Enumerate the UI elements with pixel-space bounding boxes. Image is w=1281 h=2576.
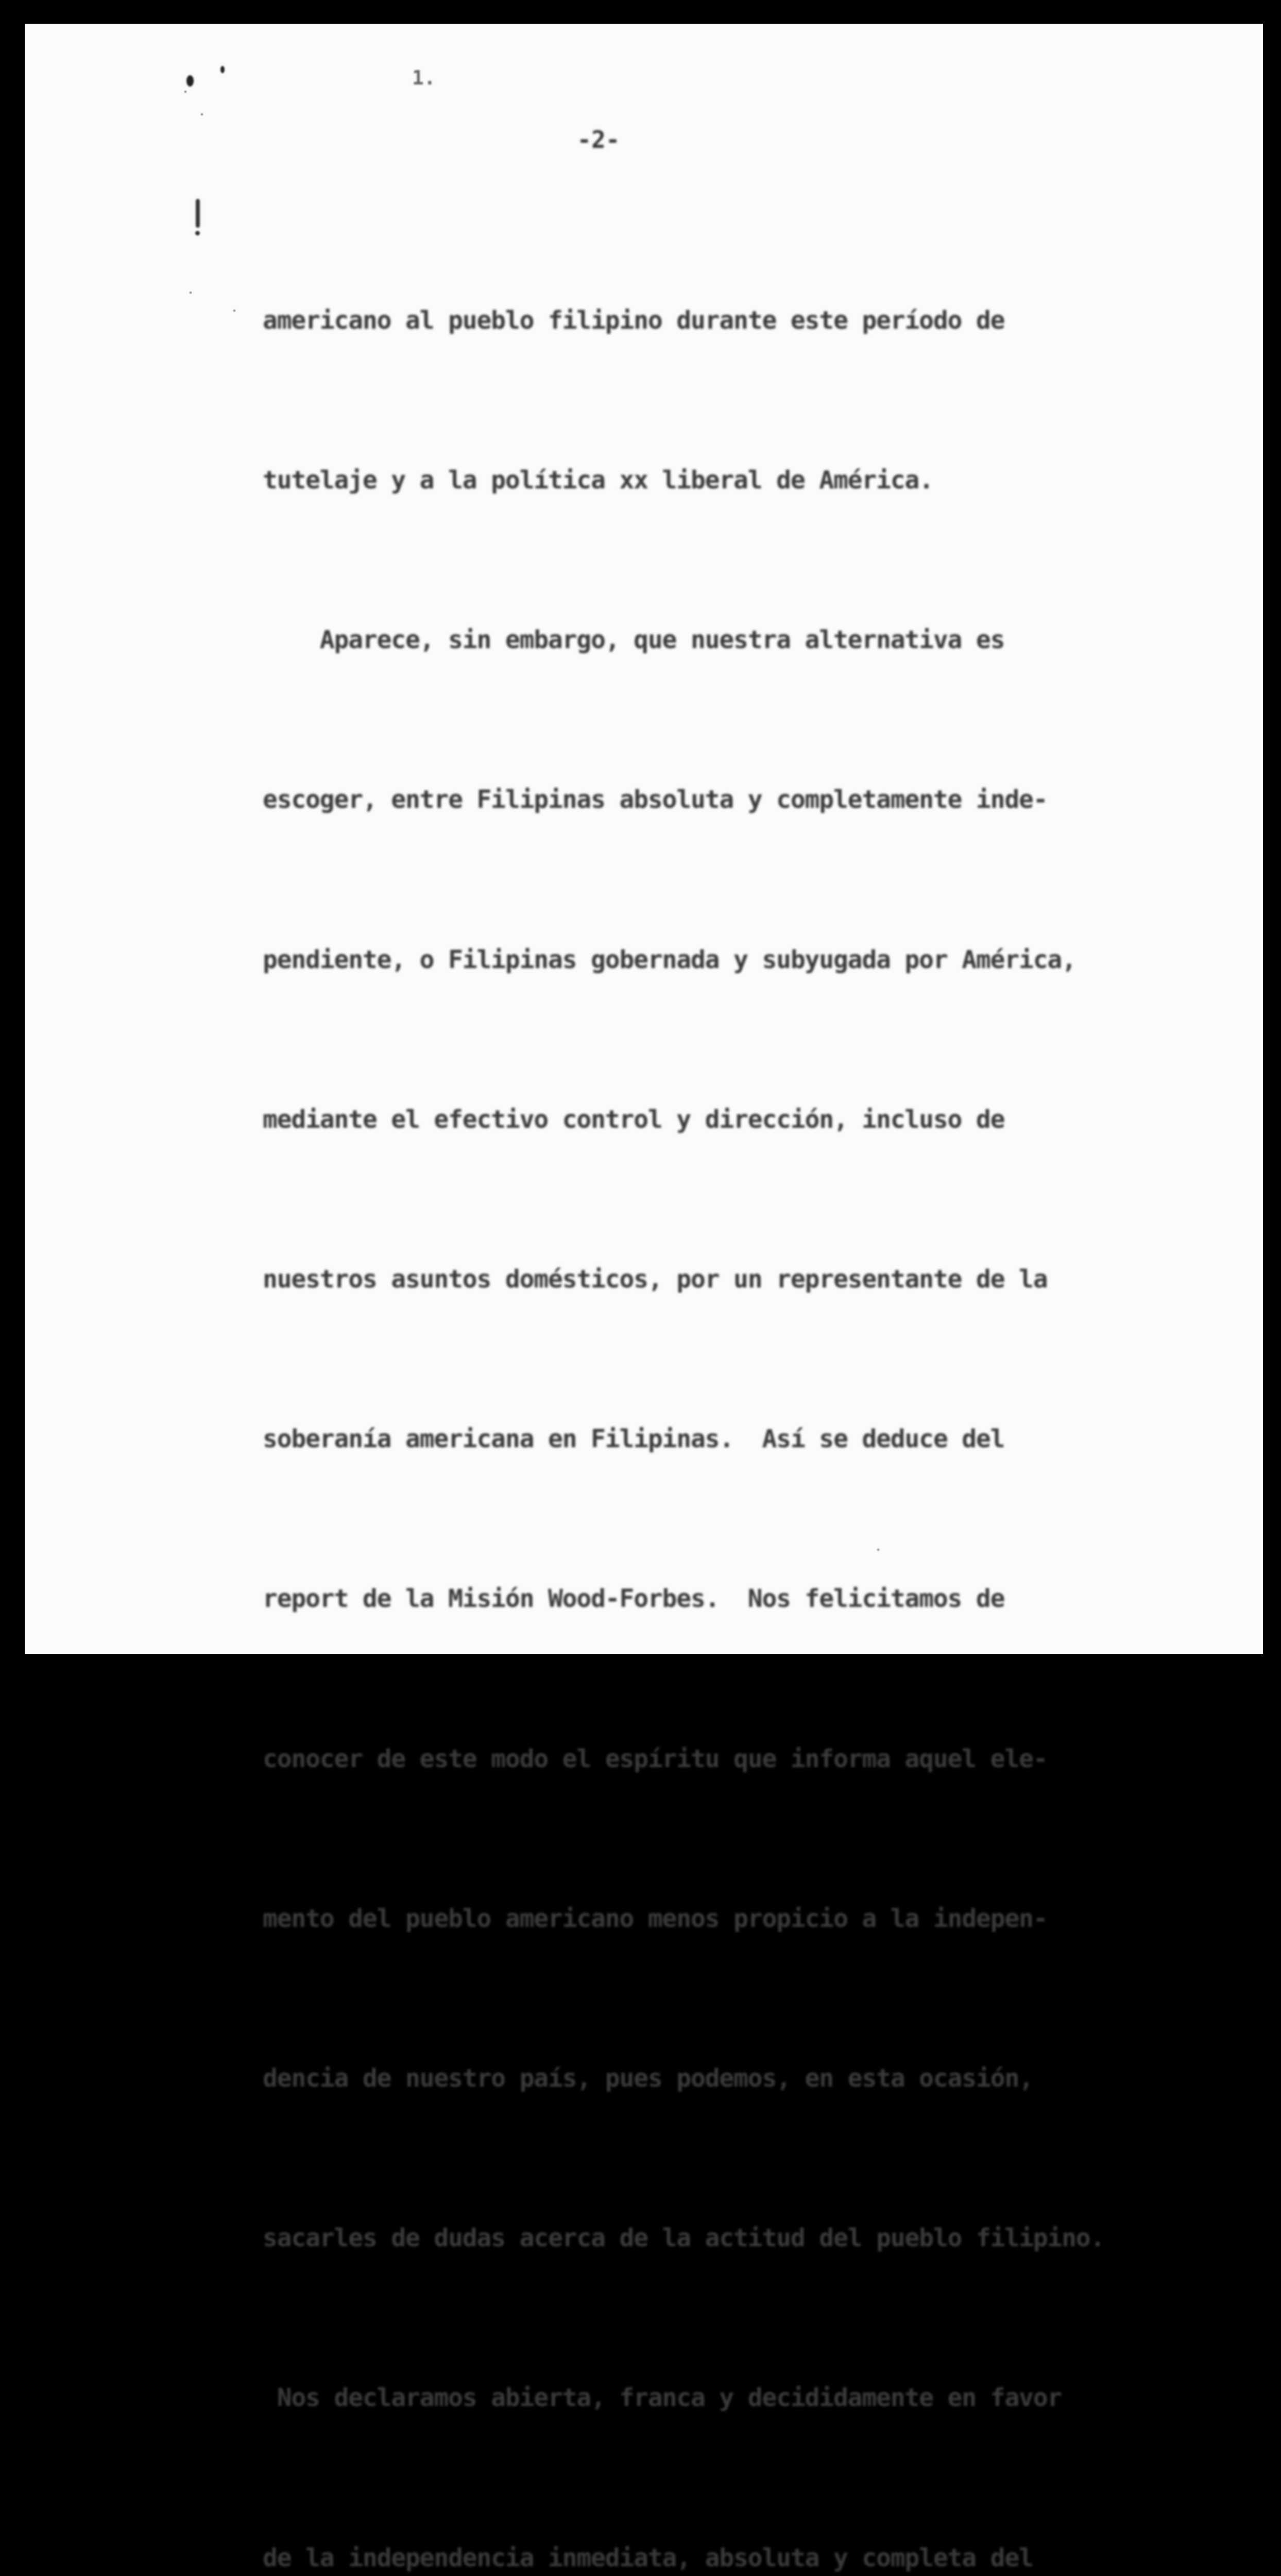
text-line: conocer de este modo el espíritu que informa aquel ele- [263, 1744, 1048, 1773]
ink-blot [220, 66, 225, 73]
top-mark: 1. [412, 66, 436, 89]
text-line: nuestros asuntos domésticos, por un representante de la [263, 1265, 1048, 1294]
text-line: americano al pueblo filipino durante este período de [263, 306, 1005, 335]
body-text [263, 188, 1205, 2576]
speck [201, 113, 203, 115]
margin-mark-dot [195, 231, 200, 235]
text-line: Aparece, sin embargo, que nuestra alternativa es [263, 625, 1005, 655]
text-line: mento del pueblo americano menos propicio a la indepen- [263, 1904, 1048, 1933]
text-line: sacarles de dudas acerca de la actitud del pueblo filipino. [263, 2224, 1105, 2253]
text-line: de la independencia inmediata, absoluta y completa del [263, 2543, 1033, 2572]
text-line: pendiente, o Filipinas gobernada y subyugada por América, [263, 945, 1076, 974]
page-number: -2- [577, 126, 620, 154]
margin-mark [196, 199, 200, 228]
speck [184, 91, 186, 93]
text-line: escoger, entre Filipinas absoluta y completamente inde- [263, 785, 1048, 815]
text-line: report de la Misión Wood-Forbes. Nos felicitamos de [263, 1584, 1005, 1614]
ink-blot [186, 75, 194, 87]
speck [233, 310, 235, 312]
text-line: Nos declaramos abierta, franca y decididamente en favor [263, 2383, 1062, 2413]
speck [190, 292, 192, 294]
text-line: tutelaje y a la política xx liberal de América. [263, 466, 933, 495]
text-line: dencia de nuestro país, pues podemos, en esta ocasión, [263, 2064, 1033, 2093]
text-line: mediante el efectivo control y dirección, incluso de [263, 1105, 1005, 1134]
document-page [25, 24, 1263, 2572]
text-line: soberanía americana en Filipinas. Así se deduce del [263, 1425, 1005, 1454]
